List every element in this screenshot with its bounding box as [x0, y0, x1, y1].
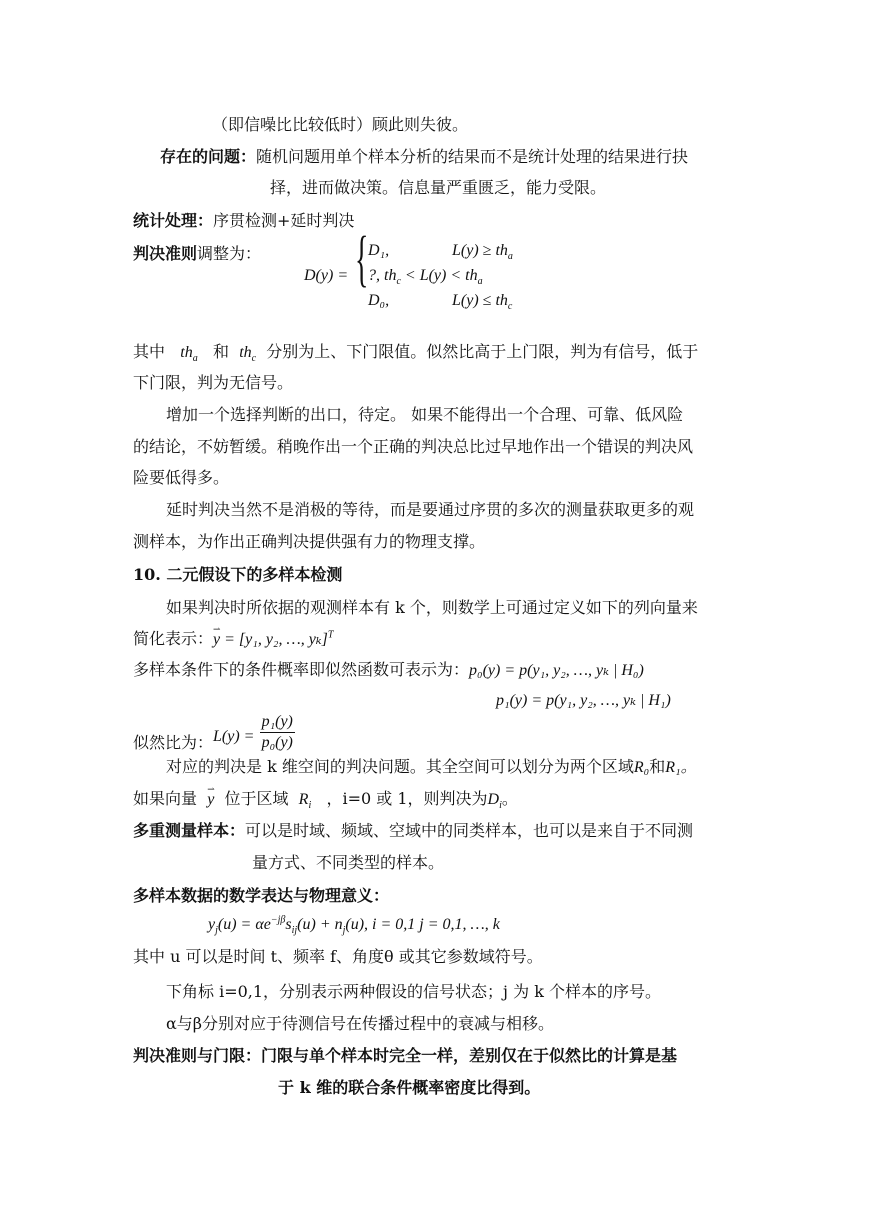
pending-paragraph-line1: 增加一个选择判断的出口，待定。 如果不能得出一个合理、可靠、低风险 [166, 405, 684, 424]
intro-line: （即信噪比比较低时）顾此则失彼。 [212, 115, 469, 134]
stat-heading: 统计处理： [133, 211, 214, 230]
eq-p1: p₁(y) = p(y₁, y₂, …, yₖ | H₁) [496, 692, 671, 709]
eq-case1-b: $L(y) \ge th_a$ [452, 242, 513, 263]
rule-text: 调整为： [197, 244, 262, 263]
eq-signal-model: $y_j(u) = \alpha e^{-j\beta}s_{ij}(u) + n_j(u)$, i = 0,1 j = 0,1, …, k [208, 914, 500, 937]
param-domain-line: 其中 u 可以是时间 t、频率 f、角度θ 或其它参数域符号。 [133, 947, 543, 966]
eq-case1-a: D₁, [368, 242, 390, 259]
multi-sample-paragraph-line1: 如果判决时所依据的观测样本有 k 个，则数学上可通过定义如下的列向量来 [166, 598, 698, 617]
problem-text-1: 随机问题用单个样本分析的结果而不是统计处理的结果进行抉 [256, 147, 689, 166]
eq-decision-lhs: D(y) = [304, 267, 349, 284]
eq-case2: ?, $th_c < L(y) < th_a$ [368, 267, 483, 288]
section-10-heading: 10. 二元假设下的多样本检测 [133, 565, 343, 584]
subscript-line: 下角标 i=0,1，分别表示两种假设的信号状态；j 为 k 个样本的序号。 [166, 982, 661, 1001]
rule-line [133, 243, 261, 265]
rule-heading: 判决准则 [133, 244, 198, 263]
eq-case3-a: D₀, [368, 292, 390, 309]
eq-p0: p₀(y) = p(y₁, y₂, …, yₖ | H₀) [469, 662, 644, 679]
pending-paragraph-line2: 的结论，不妨暂缓。稍晚作出一个正确的判决总比过早地作出一个错误的判决风 [133, 437, 694, 456]
multi-measure-line1: 多重测量样本：可以是时域、频域、空域中的同类样本，也可以是来自于不同测 [133, 821, 694, 840]
region-paragraph-line1: 对应的判决是 k 维空间的判决问题。其全空间可以划分为两个区域R₀和R₁。 [166, 757, 697, 776]
likelihood-ratio-line: 似然比为：L(y) = $\frac{\text{p₁(y)}}{\text{p₀(y)}}$ [133, 713, 293, 752]
threshold-paragraph-line1: 其中 $th_a$ 和 $th_c$ 分别为上、下门限值。似然比高于上门限，判为有信号，低于 [133, 342, 699, 365]
delay-paragraph-line1: 延时判决当然不是消极的等待，而是要通过序贯的多次的测量获取更多的观 [166, 500, 695, 519]
expression-heading: 多样本数据的数学表达与物理意义： [133, 886, 390, 905]
likelihood-line: 多样本条件下的条件概率即似然函数可表示为：p₀(y) = p(y₁, y₂, …, yₖ | H₀) [133, 660, 644, 679]
final-rule-line1: 判决准则与门限：门限与单个样本时完全一样，差别仅在于似然比的计算是基 [133, 1046, 678, 1065]
stat-text: 序贯检测+延时判决 [213, 211, 355, 230]
lr-fraction: $\frac{\text{p₁(y)}}{\text{p₀(y)}}$ [261, 713, 293, 751]
threshold-paragraph-line2: 下门限，判为无信号。 [133, 373, 294, 392]
eq-case3-b: $L(y) \le th_c$ [452, 292, 513, 313]
delay-paragraph-line2: 测样本，为作出正确判决提供强有力的物理支撑。 [133, 532, 486, 551]
final-rule-line2: 于 k 维的联合条件概率密度比得到。 [278, 1078, 541, 1097]
alpha-beta-line: α与β分别对应于待测信号在传播过程中的衰减与相移。 [166, 1014, 555, 1033]
region-paragraph-line2: 如果向量 ⇀ y 位于区域 $R_i$ ，i=0 或 1，则判决为$D_i$。 [133, 788, 518, 811]
stat-processing-line [133, 210, 354, 232]
problem-heading: 存在的问题： [160, 147, 257, 166]
problem-paragraph-line1 [160, 146, 688, 168]
multi-sample-paragraph-line2: 简化表示：⇀ y = [y₁, y₂, …, yₖ]$^T$ [133, 628, 333, 651]
problem-text-2: 择，进而做决策。信息量严重匮乏，能力受限。 [270, 178, 607, 197]
pending-paragraph-line3: 险要低得多。 [133, 468, 230, 487]
multi-measure-line2: 量方式、不同类型的样本。 [252, 853, 445, 872]
eq-brace: { [355, 225, 369, 293]
